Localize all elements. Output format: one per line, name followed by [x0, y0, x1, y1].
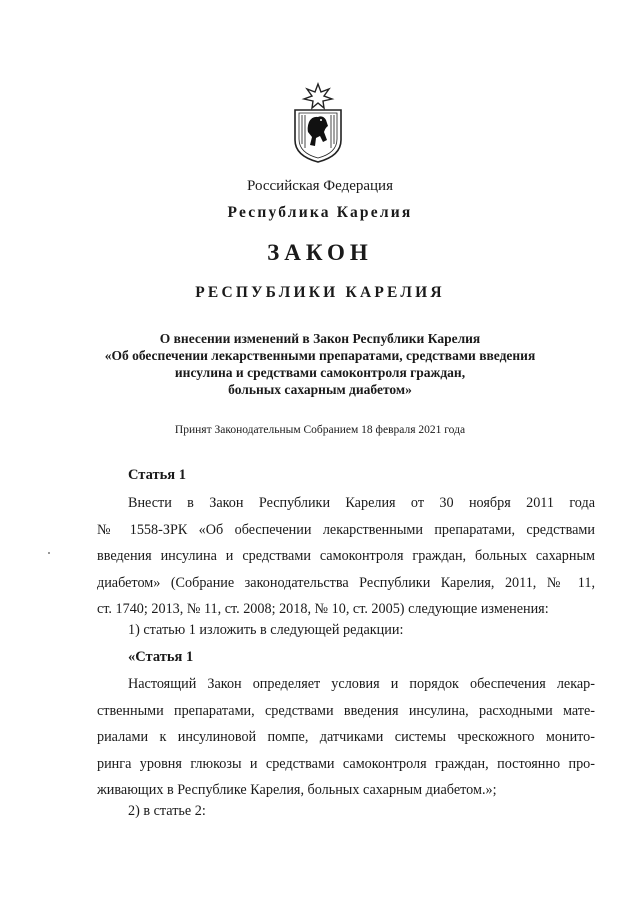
- adoption-note: Принят Законодательным Собранием 18 февраля 2021 года: [174, 424, 466, 436]
- paragraph-line: диабетом» (Собрание законодательства Республики Карелия, 2011, № 11,: [97, 574, 595, 591]
- paragraph-line: № 1558-ЗРК «Об обеспечении лекарственными препаратами, средствами: [97, 521, 595, 538]
- quoted-line: Настоящий Закон определяет условия и порядок обеспечения лекар-: [128, 676, 595, 692]
- subject-line: О внесении изменений в Закон Республики Карелия: [159, 331, 481, 346]
- paragraph-line: ст. 1740; 2013, № 11, ст. 2008; 2018, № 10, ст. 2005) следующие изменения:: [97, 601, 549, 617]
- republic-name: Республика Карелия: [227, 204, 413, 221]
- law-subject-title: [0, 330, 640, 398]
- quoted-line: ственными препаратами, средствами введения инсулина, расходными мате-: [97, 702, 595, 719]
- subject-line: «Об обеспечении лекарственными препаратами, средствами введения: [104, 348, 536, 363]
- karelia-coat-of-arms-icon: [288, 82, 348, 164]
- subject-line: больных сахарным диабетом»: [228, 382, 412, 397]
- subject-line: инсулина и средствами самоконтроля граждан,: [174, 365, 466, 380]
- document-subtype: РЕСПУБЛИКИ КАРЕЛИЯ: [195, 284, 445, 301]
- country-name: Российская Федерация: [247, 178, 393, 194]
- quoted-article-text: [97, 671, 595, 804]
- amendment-item-2: 2) в статье 2:: [128, 803, 206, 819]
- quoted-line: ринга уровня глюкозы и средствами самоконтроля граждан, постоянно про-: [97, 755, 595, 772]
- scan-speck: [48, 552, 50, 554]
- quoted-article-heading: «Статья 1: [128, 649, 194, 665]
- paragraph-line: Внести в Закон Республики Карелия от 30 ноября 2011 года: [128, 495, 595, 511]
- amendment-item-1: 1) статью 1 изложить в следующей редакции:: [128, 622, 404, 638]
- quoted-line: риалами к инсулиновой помпе, датчиками системы чрескожного монито-: [97, 729, 595, 745]
- quoted-line: живающих в Республике Карелия, больных сахарным диабетом.»;: [97, 782, 497, 798]
- paragraph-line: введения инсулина и средствами самоконтроля граждан, больных сахарным: [97, 548, 595, 564]
- article-heading: Статья 1: [128, 467, 186, 483]
- document-type: ЗАКОН: [267, 240, 373, 265]
- article-paragraph: [97, 490, 595, 623]
